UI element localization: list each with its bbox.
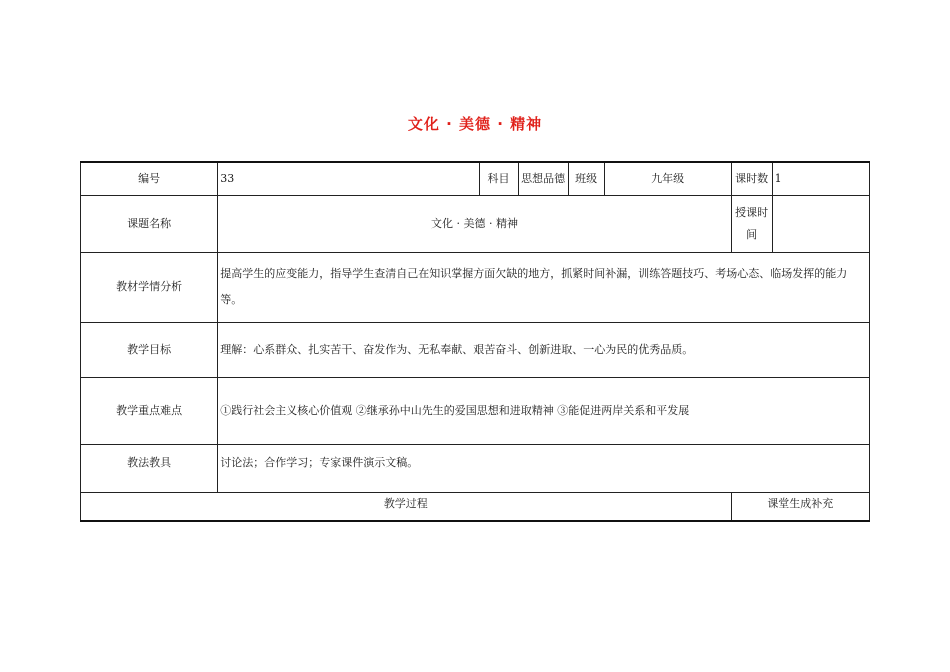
objectives-value: 理解：心系群众、扎实苦干、奋发作为、无私奉献、艰苦奋斗、创新进取、一心为民的优秀品质。 [218, 322, 870, 377]
page-title: 文化 · 美德 · 精神 [407, 115, 543, 133]
objectives-label: 教学目标 [81, 322, 218, 377]
table-row-topic [81, 195, 870, 252]
teaching-time-label-line1: 授课时 [735, 205, 769, 219]
key-points-value: ①践行社会主义核心价值观 ②继承孙中山先生的爱国思想和进取精神 ③能促进两岸关系和平发展 [218, 377, 870, 444]
class-value: 九年级 [604, 162, 731, 195]
topic-label: 课题名称 [81, 195, 218, 252]
number-label: 编号 [81, 162, 218, 195]
teaching-time-label-line2: 间 [746, 227, 758, 241]
table-row-objectives [81, 322, 870, 377]
key-points-label: 教学重点难点 [81, 377, 218, 444]
teaching-process-label: 教学过程 [81, 492, 732, 521]
class-label: 班级 [568, 162, 604, 195]
table-row-process-header [81, 492, 870, 521]
class-supplement-label: 课堂生成补充 [731, 492, 869, 521]
analysis-label: 教材学情分析 [81, 252, 218, 322]
lesson-plan-table [80, 161, 870, 522]
table-row-analysis [81, 252, 870, 322]
hours-value: 1 [772, 162, 869, 195]
subject-label: 科目 [479, 162, 518, 195]
subject-value: 思想品德 [518, 162, 568, 195]
methods-value: 讨论法；合作学习；专家课件演示文稿。 [218, 444, 870, 492]
methods-label: 教法教具 [81, 444, 218, 492]
number-value: 33 [218, 162, 479, 195]
teaching-time-label [731, 195, 772, 252]
table-row-methods [81, 444, 870, 492]
table-row-basic-info [81, 162, 870, 195]
hours-label: 课时数 [731, 162, 772, 195]
teaching-time-value [772, 195, 869, 252]
analysis-value: 提高学生的应变能力，指导学生查清自己在知识掌握方面欠缺的地方，抓紧时间补漏，训练答题技巧、考场心态、临场发挥的能力等。 [218, 252, 870, 322]
table-row-key-points [81, 377, 870, 444]
topic-value: 文化 · 美德 · 精神 [218, 195, 731, 252]
